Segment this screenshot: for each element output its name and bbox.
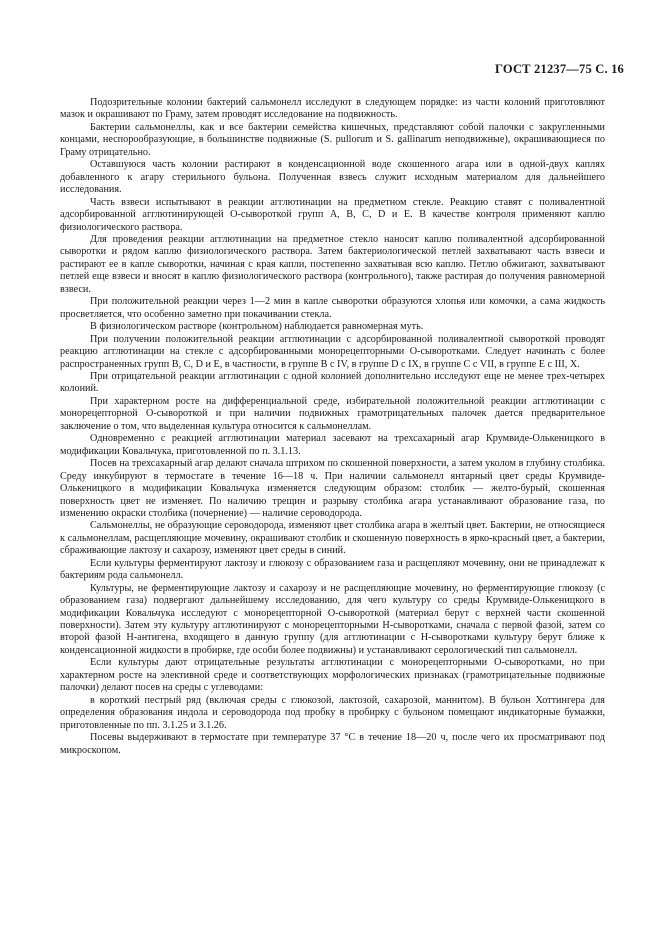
paragraph: Одновременно с реакцией агглютинации материал засевают на трехсахарный агар Крумвиде-Олькеницкого в модификации Ковальчука, приготовленной по п. 3.1.13. <box>60 433 605 457</box>
paragraph: Если культуры дают отрицательные результаты агглютинации с монорецепторными О-сыворотками, но при характерном росте на элективной среде и соответствующих морфологических признаках (грамотрицательные подвижные палочки) делают посев на среды с углеводами: <box>60 657 605 694</box>
paragraph: в короткий пестрый ряд (включая среды с глюкозой, лактозой, сахарозой, маннитом). В бульон Хоттингера для определения образования индола и сероводорода под пробку в пробирку с бульоном помещают индикаторные бумажки, приготовленные по пп. 3.1.25 и 3.1.26. <box>60 694 605 731</box>
paragraph: Подозрительные колонии бактерий сальмонелл исследуют в следующем порядке: из части колоний приготовляют мазок и окрашивают по Граму, затем проводят исследование на подвижность. <box>60 97 605 121</box>
paragraph: В физиологическом растворе (контрольном) наблюдается равномерная муть. <box>90 321 424 333</box>
paragraph: При положительной реакции через 1—2 мин в капле сыворотки образуются хлопья или комочки, а сама жидкость просветляется, что особенно заметно при покачивании стекла. <box>60 296 605 320</box>
body-text <box>60 97 605 757</box>
paragraph: Оставшуюся часть колонии растирают в конденсационной воде скошенного агара или в одной-двух каплях добавленного к агару стерильного бульона. Полученная взвесь служит исходным материалом для дальнейшего исследования. <box>60 159 605 196</box>
paragraph: Посев на трехсахарный агар делают сначала штрихом по скошенной поверхности, а затем уколом в глубину столбика. Среду инкубируют в термостате в течение 16—18 ч. При наличии сальмонелл янтарный цвет среды Крумвиде-Олькеницкого в модификации Ковальчука изменяется следующим образом: столбик — желто-бурый, скошенная поверхность цвет не изменяет. По наличию трещин и разрыву столбика агара устанавливают образование газа, по изменению окраски столбика (почернение) — наличие сероводорода. <box>60 458 605 519</box>
paragraph: Бактерии сальмонеллы, как и все бактерии семейства кишечных, представляют собой палочки с закругленными концами, неспорообразующие, в большинстве подвижные (S. pullorum и S. gallinarum неподвижные), окрашивающиеся по Граму отрицательно. <box>60 121 605 158</box>
paragraph: При характерном росте на дифференциальной среде, избирательной положительной реакции агглютинации с монорецепторной О-сывороткой и при наличии подвижных грамотрицательных палочек дается предварительное заключение о том, что выделенная культура относится к сальмонеллам. <box>60 395 605 432</box>
page-header: ГОСТ 21237—75 С. 16 <box>495 62 624 76</box>
paragraph: Культуры, не ферментирующие лактозу и сахарозу и не расщепляющие мочевину, но ферментирующие глюкозу (с образованием газа) подвергают дальнейшему исследованию, для чего культуру со среды Крумвиде-Олькеницкого в модификации Ковальчука исследуют с монорецепторной О-сывороткой (материал берут с верхней части скошенной поверхности). Затем эту культуру агглютинируют с монорецепторными Н-сыворотками, сначала с первой фазой, затем со второй фазой Н-антигена, входящего в данную группу (для агглютинации с Н-сыворотками культуру берут ближе к конденсационной жидкости в пробирке, где особи более подвижны) и устанавливают серологический тип сальмонелл. <box>60 582 605 656</box>
paragraph: Сальмонеллы, не образующие сероводорода, изменяют цвет столбика агара в желтый цвет. Бактерии, не относящиеся к сальмонеллам, расщепляющие мочевину, окрашивают столбик и скошенную поверхность в ярко-красный цвет, а бактерии, сбраживающие лактозу и сахарозу, изменяют цвет среды в синий. <box>60 520 605 557</box>
paragraph: При отрицательной реакции агглютинации с одной колонией дополнительно исследуют еще не менее трех-четырех колоний. <box>60 370 605 395</box>
paragraph: При получении положительной реакции агглютинации с адсорбированной поливалентной сывороткой проводят реакцию агглютинации на стекле с адсорбированными монорецепторными О-сыворотками. Следует начинать с более распространенных групп В, С, D и Е, в частности, в группе В с IV, в группе D с IX, в группе С с VII, в группе Е с III, X. <box>60 333 605 370</box>
paragraph: Часть взвеси испытывают в реакции агглютинации на предметном стекле. Реакцию ставят с поливалентной адсорбированной агглютинирующей О-сывороткой групп А, В, С, D и Е. В качестве контроля применяют каплю физиологического раствора. <box>60 196 605 233</box>
paragraph: Для проведения реакции агглютинации на предметное стекло наносят каплю поливалентной адсорбированной сыворотки и рядом каплю физиологического раствора. Затем бактериологической петлей захватывают часть взвеси и растирают ее в капле сыворотки, начиная с края капли, постепенно захватывая всю каплю. Петлю обжигают, захватывают петлей еще взвеси и вносят в каплю физиологического раствора (контрольного), также растирая до получения равномерной взвеси. <box>60 233 605 295</box>
paragraph: Если культуры ферментируют лактозу и глюкозу с образованием газа и расщепляют мочевину, они не принадлежат к бактериям рода сальмонелл. <box>60 557 605 582</box>
paragraph: Посевы выдерживают в термостате при температуре 37 °С в течение 18—20 ч, после чего их просматривают под микроскопом. <box>60 732 605 756</box>
